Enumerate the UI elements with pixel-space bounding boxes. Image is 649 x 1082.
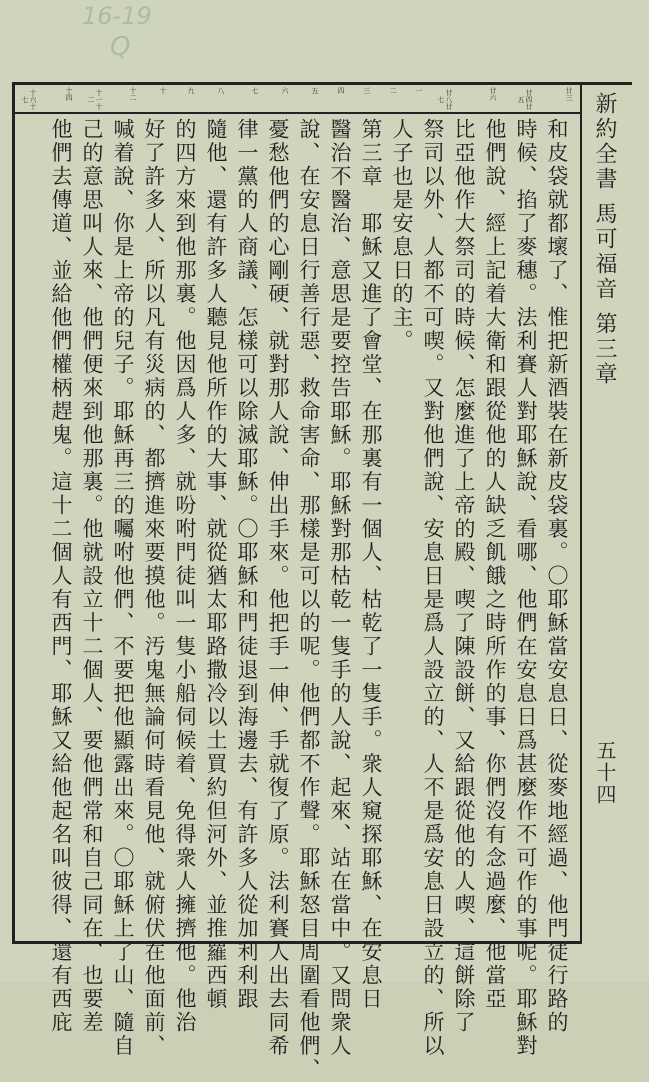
verse-number-band [15,87,580,111]
verse-number: 廿六 [489,87,497,101]
header-divider [580,84,582,944]
text-column: 祭司以外、人都不可喫。又對他們說、安息日是爲人設立的、人不是爲安息日設立的、所以 [421,118,445,1058]
verse-number: 十一十二 [87,88,103,110]
verse-number: 二 [389,87,397,94]
pencil-note-1: 16-19 [82,2,152,30]
verse-number: 廿三 [565,87,573,101]
verse-number: 八 [217,87,225,94]
text-column: 說、在安息日行善行惡、救命害命、那樣是可以的呢。他們都不作聲。耶穌怒目周圍看他們、 [297,118,321,1082]
text-column: 他們去傳道、並給他們權柄趕鬼。這十二個人有西門、耶穌又給他起名叫彼得、還有西庇 [49,118,73,1035]
text-column: 他們說、經上記着大衛和跟從他的人缺乏飢餓之時所作的事、你們沒有念過麼、他當亞 [483,118,507,1011]
verse-number: 廿四廿五 [517,88,533,110]
verse-number-rule [15,112,582,114]
verse-number: 十二 [129,87,137,101]
text-column: 隨他、還有許多人聽見他所作的大事、就從猶太耶路撒冷以土買約但河外、並推羅西頓 [204,118,228,1011]
verse-number: 廿八廿七 [437,88,453,110]
pencil-note-2: Q [110,32,131,62]
text-column: 律一黨的人商議、怎樣可以除滅耶穌。〇耶穌和門徒退到海邊去、有許多人從加利利跟 [235,118,259,1011]
verse-number: 十 [159,87,167,94]
page-number: 五十四 [593,740,617,806]
text-column: 和皮袋就都壞了、惟把新酒裝在新皮袋裏。〇耶穌當安息日、從麥地經過、他門徒行路的 [545,118,569,1035]
verse-number: 五 [311,87,319,94]
pencil-annotation [82,2,202,72]
text-column: 的四方來到他那裏。他因爲人多、就吩咐門徒叫一隻小船伺候着、免得衆人擁擠他。他治 [173,118,197,1035]
verse-number: 十六十七 [21,88,37,110]
verse-number: 一 [415,87,423,94]
text-column: 比亞他作大祭司的時候、怎麼進了上帝的殿、喫了陳設餅、又給跟從他的人喫、這餅除了 [452,118,476,1035]
text-column: 憂愁他們的心剛硬、就對那人說、伸出手來。他把手一伸、手就復了原。法利賽人出去同希 [266,118,290,1058]
verse-number: 六 [281,87,289,94]
frame-left-border [12,82,15,944]
running-header: 新約全書 馬可福音 第三章 [592,92,617,387]
text-column-chapter-start: 第三章 耶穌又進了會堂、在那裏有一個人、枯乾了一隻手。衆人窺探耶穌、在安息日 [359,118,383,1011]
verse-number: 三 [363,87,371,94]
text-column: 時候、掐了麥穗。法利賽人對耶穌說、看哪、他們在安息日爲甚麼作不可作的事呢。耶穌對 [514,118,538,1058]
verse-number: 七 [251,87,259,94]
verse-number: 九 [187,87,195,94]
frame-top-border [12,82,632,85]
verse-number: 四 [337,87,345,94]
text-column: 醫治不醫治、意思是要控告耶穌。耶穌對那枯乾一隻手的人說、起來、站在當中。又問衆人 [328,118,352,1058]
text-column: 好了許多人、所以凡有災病的、都擠進來要摸他。汚鬼無論何時看見他、就俯伏在他面前、 [142,118,166,1058]
text-column: 人子也是安息日的主。 [390,118,414,353]
text-column: 己的意思叫人來、他們便來到他那裏。他就設立十二個人、要他們常和自己同在、也要差 [80,118,104,1035]
text-column: 喊着說、你是上帝的兒子。耶穌再三的囑咐他們、不要把他顯露出來。〇耶穌上了山、隨自 [111,118,135,1058]
verse-number: 十四 [65,87,73,101]
